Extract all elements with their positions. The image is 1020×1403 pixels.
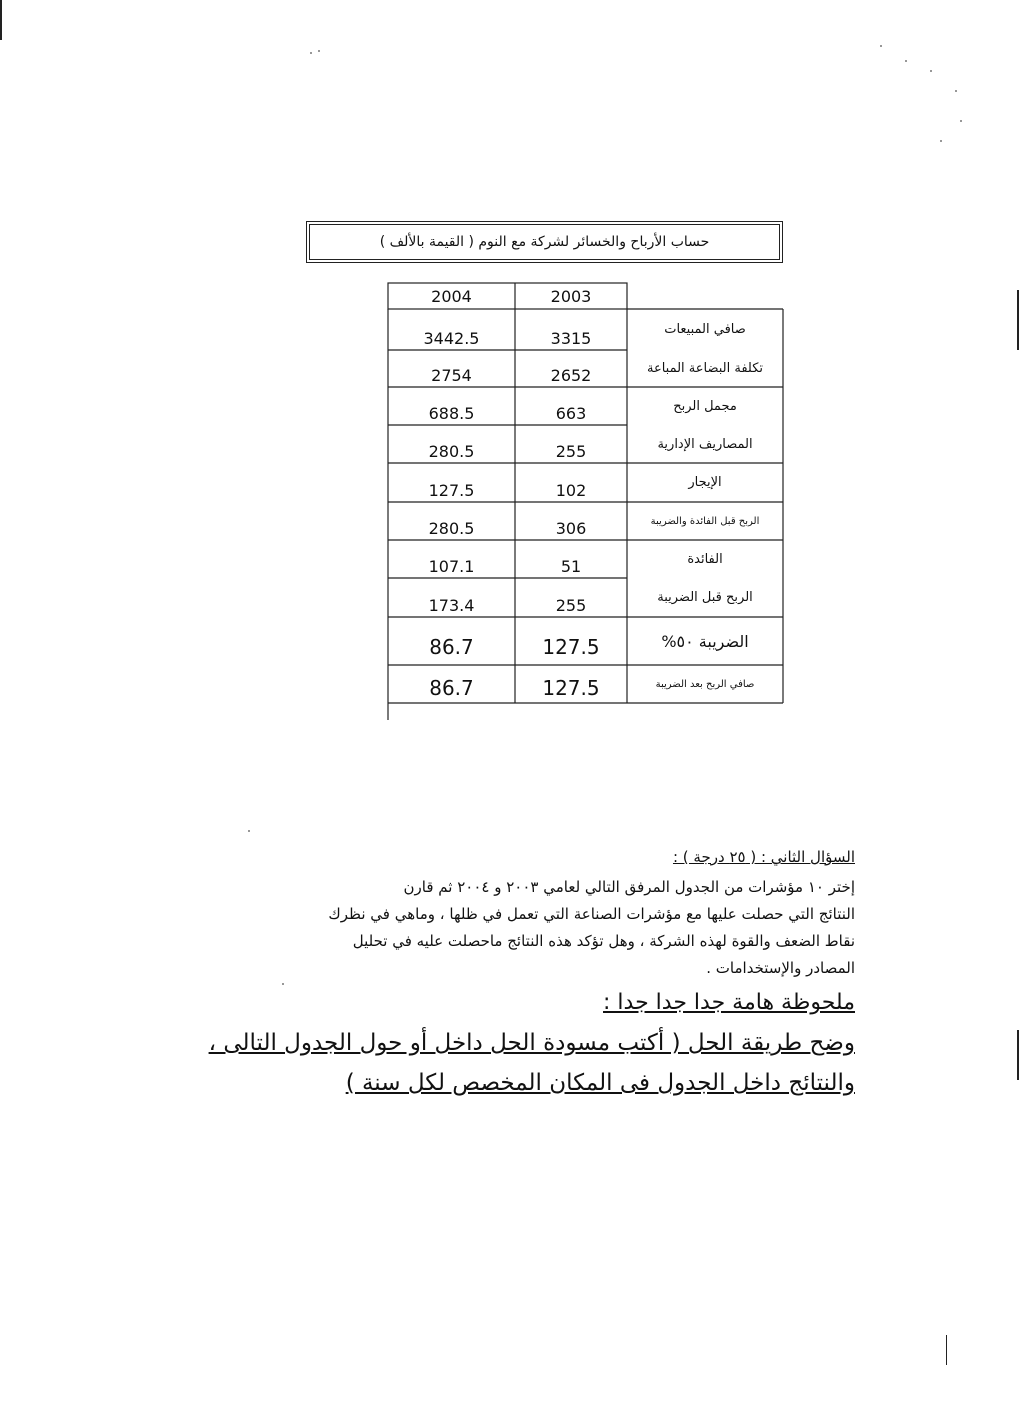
- cell-2004: 107.1: [428, 557, 475, 576]
- row-label-net-profit-after-tax: صافي الربح بعد الضريبة: [655, 678, 755, 690]
- cell-2003: 127.5: [542, 676, 600, 700]
- row-label-net-sales: صافي المبيعات: [664, 322, 746, 337]
- row-label-gross-profit: مجمل الربح: [673, 398, 737, 414]
- scan-speck: [282, 983, 284, 985]
- table-title-box: [306, 221, 783, 263]
- scan-speck: [960, 120, 962, 122]
- scan-speck: [318, 50, 320, 52]
- cell-2003: 2652: [550, 366, 592, 385]
- row-label-ebit: الربح قبل الفائدة والضريبة: [650, 515, 760, 527]
- scan-edge-mark: [1017, 1030, 1019, 1080]
- question-line: النتائج التي حصلت عليها مع مؤشرات الصناعة التي تعمل في ظلها ، وماهي في نظرك: [328, 905, 855, 923]
- cell-2003: 51: [560, 557, 582, 576]
- scan-speck: [955, 90, 957, 92]
- question-heading: السؤال الثاني : ( ٢٥ درجة ) :: [672, 848, 855, 866]
- cell-2003: 127.5: [542, 635, 600, 659]
- row-label-tax: الضريبة ٥٠%: [661, 631, 749, 651]
- cell-2004: 2754: [431, 366, 472, 385]
- cell-2003: 663: [555, 404, 587, 423]
- table-title: حساب الأرباح والخسائر لشركة مع النوم ( القيمة بالألف ): [309, 224, 780, 260]
- scan-speck: [905, 60, 907, 62]
- question-line: نقاط الضعف والقوة لهذه الشركة ، وهل تؤكد هذه النتائج ماحصلت عليه في تحليل: [352, 932, 855, 950]
- cell-2004: 280.5: [428, 519, 475, 538]
- row-label-cost-of-goods: تكلفة البضاعة المباعة: [646, 361, 764, 376]
- row-label-admin-expenses: المصاريف الإدارية: [657, 436, 753, 452]
- cell-2004: 86.7: [429, 676, 474, 700]
- row-label-rent: الإيجار: [688, 475, 722, 490]
- cell-2004: 688.5: [428, 404, 475, 423]
- scan-speck: [248, 830, 250, 832]
- cell-2003: 3315: [550, 329, 592, 348]
- cell-2003: 255: [555, 596, 587, 615]
- scan-speck: [310, 52, 312, 54]
- scan-speck: [880, 45, 882, 47]
- scan-edge-mark: [946, 1335, 947, 1365]
- note-line: والنتائج داخل الجدول فى المكان المخصص لكل سنة ): [345, 1070, 855, 1096]
- note-title: ملحوظة هامة جدا جدا جدا :: [603, 990, 855, 1015]
- header-2004: 2004: [431, 286, 472, 306]
- cell-2004: 173.4: [428, 596, 475, 615]
- cell-2004: 86.7: [429, 635, 474, 659]
- cell-2004: 3442.5: [423, 329, 480, 348]
- scan-speck: [940, 140, 942, 142]
- scan-edge-mark: [0, 0, 2, 40]
- scan-edge-mark: [1017, 290, 1019, 350]
- cell-2003: 306: [555, 519, 587, 538]
- scan-speck: [930, 70, 932, 72]
- row-label-profit-before-tax: الربح قبل الضريبة: [657, 590, 753, 605]
- header-2003: 2003: [550, 286, 592, 306]
- cell-2004: 280.5: [428, 442, 475, 461]
- question-line: إختر ١٠ مؤشرات من الجدول المرفق التالي لعامي ٢٠٠٣ و ٢٠٠٤ ثم قارن: [403, 878, 855, 896]
- cell-2003: 255: [555, 442, 587, 461]
- row-label-interest: الفائدة: [687, 551, 723, 567]
- cell-2003: 102: [555, 481, 587, 500]
- question-line: المصادر والإستخدامات .: [706, 959, 855, 977]
- cell-2004: 127.5: [428, 481, 475, 500]
- note-line: وضح طريقة الحل ( أكتب مسودة الحل داخل أو حول الجدول التالى ،: [208, 1030, 855, 1056]
- question-body: [155, 874, 855, 982]
